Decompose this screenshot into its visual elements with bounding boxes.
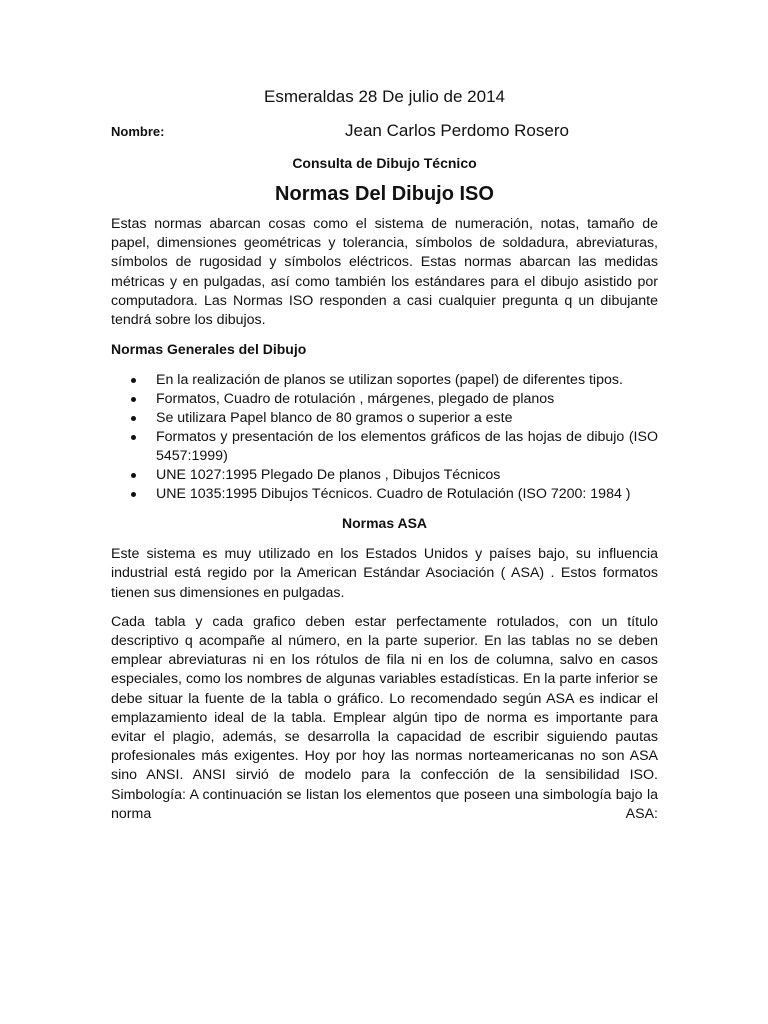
list-item-text: En la realización de planos se utilizan soportes (papel) de diferentes tipos. [156, 372, 623, 389]
list-item-text: Formatos, Cuadro de rotulación , márgenes, plegado de planos [156, 391, 555, 408]
list-item [111, 371, 658, 390]
name-label: Nombre: [111, 124, 165, 139]
list-item [111, 485, 658, 504]
list-item [111, 428, 658, 466]
general-norms-heading: Normas Generales del Dibujo [111, 341, 307, 358]
bullet-icon [131, 397, 136, 402]
bullet-icon [131, 492, 136, 497]
bullet-icon [131, 473, 136, 478]
list-item [111, 466, 658, 485]
asa-paragraph-2: Cada tabla y cada grafico deben estar perfectamente rotulados, con un título descriptivo q acompañe al número, en la parte superior. En las tablas no se deben emplear abreviaturas ni en los rótulos de fila ni en los de columna, salvo en casos especiales, como los nombres de algunas variables estadísticas. En la parte inferior se debe situar la fuente de la tabla o gráfico. Lo recomendado según ASA es indicar el emplazamiento ideal de la tabla. Emplear algún tipo de norma es importante para evitar el plagio, además, se desarrolla la capacidad de escribir siguiendo pautas profesionales más exigentes. Hoy por hoy las normas norteamericanas no son ASA sino ANSI. ANSI sirvió de modelo para la confección de la sensibilidad ISO. Simbología: A continuación se listan los elementos que poseen una simbología bajo la norma ASA: [111, 613, 658, 822]
list-item-text: Formatos y presentación de los elementos gráficos de las hojas de dibujo (ISO 5457:1999) [156, 429, 658, 465]
list-item [111, 390, 658, 409]
bullet-icon [131, 416, 136, 421]
intro-paragraph: Estas normas abarcan cosas como el sistema de numeración, notas, tamaño de papel, dimensiones geométricas y tolerancia, símbolos de soldadura, abreviaturas, símbolos de rugosidad y símbolos eléctricos. Estas normas abarcan las medidas métricas y en pulgadas, así como también los estándares para el dibujo asistido por computadora. Las Normas ISO responden a casi cualquier pregunta q un dibujante tendrá sobre los dibujos. [111, 216, 658, 329]
bullet-icon [131, 378, 136, 383]
date-line: Esmeraldas 28 De julio de 2014 [264, 87, 505, 106]
list-item-text: UNE 1035:1995 Dibujos Técnicos. Cuadro de Rotulación (ISO 7200: 1984 ) [156, 486, 631, 503]
asa-paragraph-1: Este sistema es muy utilizado en los Estados Unidos y países bajo, su influencia industrial está regido por la American Estándar Asociación ( ASA) . Estos formatos tienen sus dimensiones en pulgadas. [111, 546, 658, 601]
document-content [111, 86, 658, 834]
general-norms-list [111, 371, 658, 504]
document-subtitle: Consulta de Dibujo Técnico [292, 155, 477, 171]
list-item-text: Se utilizara Papel blanco de 80 gramos o superior a este [156, 410, 513, 427]
list-item [111, 409, 658, 428]
list-item-text: UNE 1027:1995 Plegado De planos , Dibujos Técnicos [156, 467, 501, 484]
document-title: Normas Del Dibujo ISO [275, 183, 494, 205]
name-value: Jean Carlos Perdomo Rosero [345, 121, 569, 140]
name-row [111, 120, 658, 142]
bullet-icon [131, 435, 136, 440]
asa-heading: Normas ASA [341, 515, 428, 532]
